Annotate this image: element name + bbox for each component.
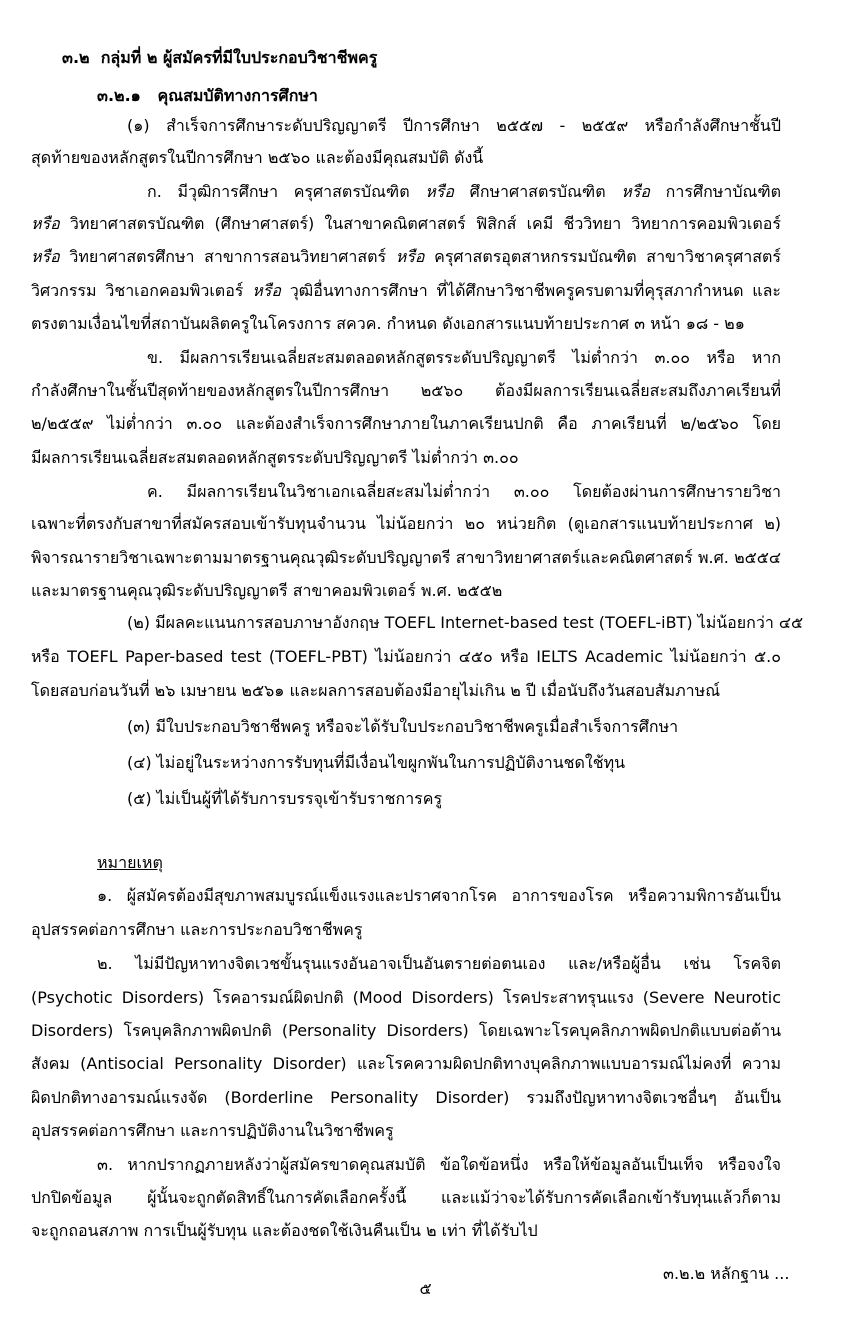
- item1-line2: สุดท้ายของหลักสูตรในปีการศึกษา ๒๕๖๐ และต้องมีคุณสมบัติ ดังนี้: [31, 148, 484, 167]
- continuation-note: ๓.๒.๒ หลักฐาน ...: [663, 1264, 790, 1283]
- item1b-line4: มีผลการเรียนเฉลี่ยสะสมตลอดหลักสูตรระดับปริญญาตรี ไม่ต่ำกว่า ๓.๐๐: [31, 448, 519, 467]
- item1a-line1-part3: การศึกษาบัณฑิต: [650, 182, 781, 201]
- note3-line1: ๓. หากปรากฏภายหลังว่าผู้สมัครขาดคุณสมบัติ ข้อใดข้อหนึ่ง หรือให้ข้อมูลอันเป็นเท็จ หรือจงใจ: [97, 1155, 781, 1174]
- note1-line2: อุปสรรคต่อการศึกษา และการประกอบวิชาชีพครู: [31, 920, 363, 939]
- item1c-line3: พิจารณารายวิชาเฉพาะตามมาตรฐานคุณวุฒิระดับปริญญาตรี สาขาวิทยาศาสตร์และคณิตศาสตร์ พ.ศ. ๒๕๕๔: [31, 548, 781, 567]
- item1b-line2: กำลังศึกษาในชั้นปีสุดท้ายของหลักสูตรในปีการศึกษา ๒๕๖๐ ต้องมีผลการเรียนเฉลี่ยสะสมถึงภาคเรียนที่: [31, 381, 781, 400]
- note1-line1: ๑. ผู้สมัครต้องมีสุขภาพสมบูรณ์แข็งแรงและปราศจากโรค อาการของโรค หรือความพิการอันเป็น: [97, 886, 781, 905]
- item2-line2: หรือ TOEFL Paper-based test (TOEFL-PBT) ไม่น้อยกว่า ๔๕๐ หรือ IELTS Academic ไม่น้อยกว่า ๕.๐: [31, 647, 781, 666]
- note2-line5: ผิดปกติทางอารมณ์แรงจัด (Borderline Personality Disorder) รวมถึงปัญหาทางจิตเวชอื่นๆ อันเป็น: [31, 1088, 781, 1107]
- item4: (๔) ไม่อยู่ในระหว่างการรับทุนที่มีเงื่อนไขผูกพันในการปฏิบัติงานชดใช้ทุน: [127, 753, 626, 772]
- item1b-line3: ๒/๒๕๕๙ ไม่ต่ำกว่า ๓.๐๐ และต้องสำเร็จการศึกษาภายในภาคเรียนปกติ คือ ภาคเรียนที่ ๒/๒๕๖๐ โดย: [31, 414, 781, 433]
- item1a-line2: [31, 216, 781, 232]
- section-heading: [62, 50, 377, 66]
- note2-line4: สังคม (Antisocial Personality Disorder) และโรคความผิดปกติทางบุคลิกภาพแบบอารมณ์ไม่คงที่ ความ: [31, 1054, 781, 1073]
- italic-or: หรือ: [395, 247, 425, 266]
- remarks-heading: หมายเหตุ: [97, 853, 163, 872]
- italic-or: หรือ: [31, 247, 60, 266]
- note3-line3: จะถูกถอนสภาพ การเป็นผู้รับทุน และต้องชดใช้เงินคืนเป็น ๒ เท่า ที่ได้รับไป: [31, 1221, 538, 1240]
- item1-line1: (๑) สำเร็จการศึกษาระดับปริญญาตรี ปีการศึกษา ๒๕๕๗ - ๒๕๕๙ หรือกำลังศึกษาชั้นปี: [127, 116, 781, 135]
- note3-line2: ปกปิดข้อมูล ผู้นั้นจะถูกตัดสิทธิ์ในการคัดเลือกครั้งนี้ และแม้ว่าจะได้รับการคัดเลือกเข้ารับทุนแล้วก็ตาม: [31, 1188, 781, 1207]
- italic-or: หรือ: [252, 281, 281, 300]
- item1c-line1: ค. มีผลการเรียนในวิชาเอกเฉลี่ยสะสมไม่ต่ำกว่า ๓.๐๐ โดยต้องผ่านการศึกษารายวิชา: [147, 482, 781, 501]
- subsection-number: ๓.๒.๑: [97, 86, 141, 105]
- note2-line1: ๒. ไม่มีปัญหาทางจิตเวชขั้นรุนแรงอันอาจเป็นอันตรายต่อตนเอง และ/หรือผู้อื่น เช่น โรคจิต: [97, 954, 781, 973]
- italic-or: หรือ: [425, 182, 454, 201]
- item1a-line4-part1: วิศวกรรม วิชาเอกคอมพิวเตอร์: [31, 281, 253, 300]
- item1c-line2: เฉพาะที่ตรงกับสาขาที่สมัครสอบเข้ารับทุนจำนวน ไม่น้อยกว่า ๒๐ หน่วยกิต (ดูเอกสารแนบท้ายประกาศ ๒): [31, 514, 781, 533]
- italic-or: หรือ: [31, 214, 60, 233]
- item1b-line1: ข. มีผลการเรียนเฉลี่ยสะสมตลอดหลักสูตรระดับปริญญาตรี ไม่ต่ำกว่า ๓.๐๐ หรือ หาก: [147, 348, 781, 367]
- item1a-line5: ตรงตามเงื่อนไขที่สถาบันผลิตครูในโครงการ สควค. กำหนด ดังเอกสารแนบท้ายประกาศ ๓ หน้า ๑๘ - ๒๑: [31, 314, 745, 333]
- subsection-title: คุณสมบัติทางการศึกษา: [157, 86, 318, 105]
- item2-line3: โดยสอบก่อนวันที่ ๒๖ เมษายน ๒๕๖๑ และผลการสอบต้องมีอายุไม่เกิน ๒ ปี เมื่อนับถึงวันสอบสัมภาษณ์: [31, 681, 721, 700]
- item1a-line1-part2: ศึกษาศาสตรบัณฑิต: [454, 182, 622, 201]
- item5: (๕) ไม่เป็นผู้ที่ได้รับการบรรจุเข้ารับราชการครู: [127, 789, 443, 808]
- item2-line1: (๒) มีผลคะแนนการสอบภาษาอังกฤษ TOEFL Internet-based test (TOEFL-iBT) ไม่น้อยกว่า ๔๕: [127, 613, 804, 632]
- italic-or: หรือ: [621, 182, 651, 201]
- item1a-line3: [31, 249, 781, 265]
- item1a-line3-end: ครุศาสตรอุตสาหกรรมบัณฑิต สาขาวิชาครุศาสตร์: [424, 247, 781, 266]
- section-title: กลุ่มที่ ๒ ผู้สมัครที่มีใบประกอบวิชาชีพครู: [100, 48, 378, 67]
- item1a-line3-mid: วิทยาศาสตรศึกษา สาขาการสอนวิทยาศาสตร์: [59, 247, 396, 266]
- item1a-line1: [147, 184, 781, 200]
- item1a-line2-rest: วิทยาศาสตรบัณฑิต (ศึกษาศาสตร์) ในสาขาคณิตศาสตร์ ฟิสิกส์ เคมี ชีววิทยา วิทยาการคอมพิวเตอร์: [59, 214, 781, 233]
- item3: (๓) มีใบประกอบวิชาชีพครู หรือจะได้รับใบประกอบวิชาชีพครูเมื่อสำเร็จการศึกษา: [127, 717, 679, 736]
- item1a-line4: [31, 283, 781, 299]
- subsection-heading: [97, 88, 318, 104]
- item1c-line4: และมาตรฐานคุณวุฒิระดับปริญญาตรี สาขาคอมพิวเตอร์ พ.ศ. ๒๕๕๒: [31, 581, 503, 600]
- note2-line2: (Psychotic Disorders) โรคอารมณ์ผิดปกติ (Mood Disorders) โรคประสาทรุนแรง (Severe Neurotic: [31, 988, 781, 1007]
- note2-line6: อุปสรรคต่อการศึกษา และการปฏิบัติงานในวิชาชีพครู: [31, 1121, 394, 1140]
- item1a-line4-part2: วุฒิอื่นทางการศึกษา ที่ได้ศึกษาวิชาชีพครูครบตามที่คุรุสภากำหนด และ: [280, 281, 781, 300]
- page-number: ๕: [419, 1279, 432, 1298]
- note2-line3: Disorders) โรคบุคลิกภาพผิดปกติ (Personality Disorders) โดยเฉพาะโรคบุคลิกภาพผิดปกติแบบต่อต้าน: [31, 1021, 781, 1040]
- section-number: ๓.๒: [62, 48, 90, 67]
- item1a-line1-part1: ก. มีวุฒิการศึกษา ครุศาสตรบัณฑิต: [147, 182, 426, 201]
